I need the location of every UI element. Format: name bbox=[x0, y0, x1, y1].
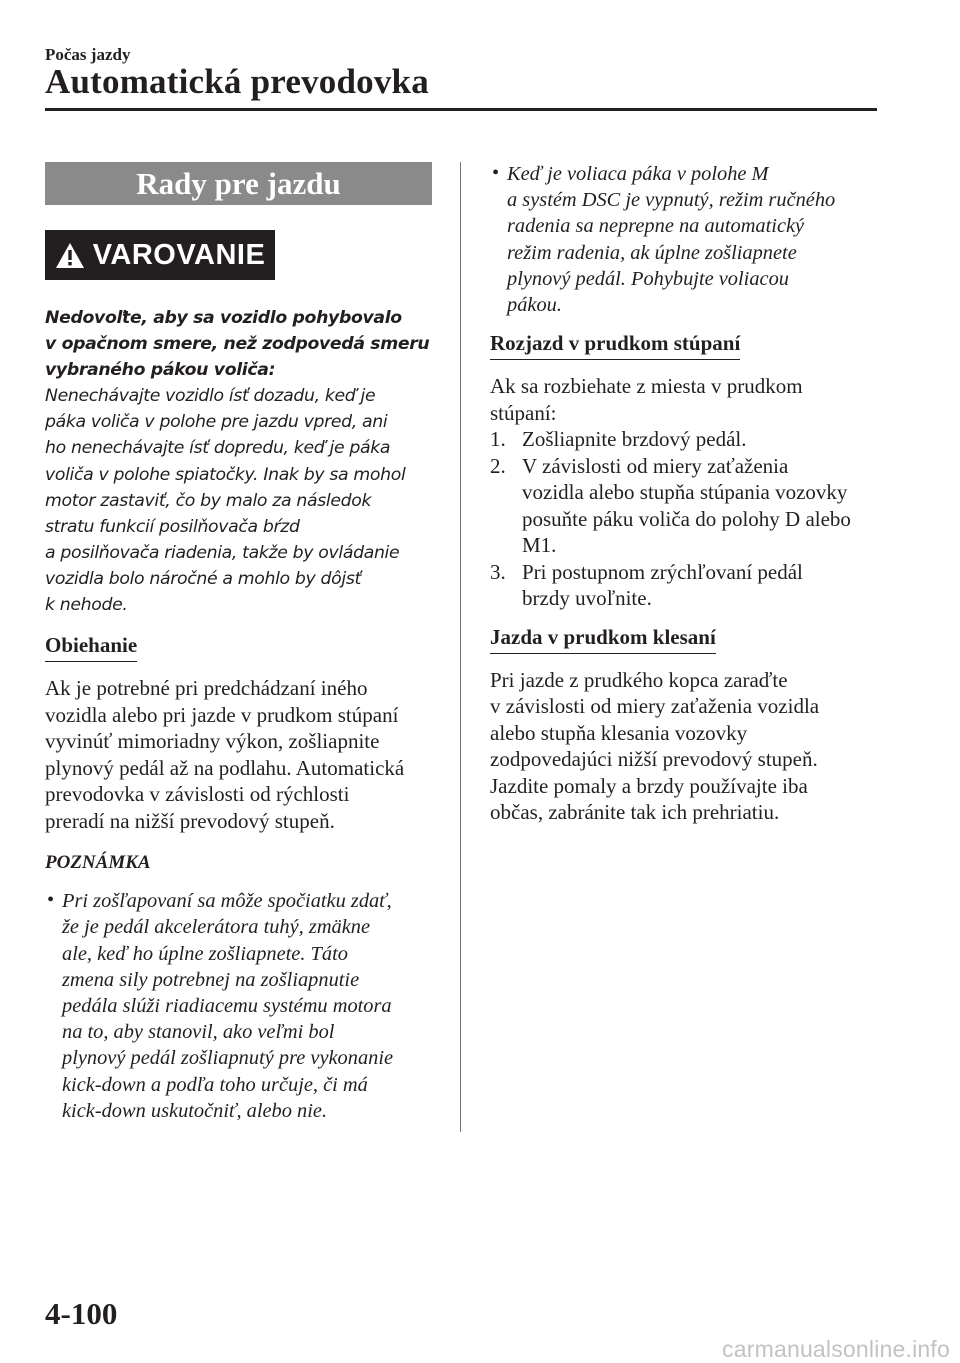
warning-body bbox=[45, 383, 437, 618]
text-line: Ak je potrebné pri predchádzaní iného bbox=[45, 676, 368, 701]
text-line: motor zastaviť, čo by malo za následok bbox=[45, 490, 372, 511]
note-bullet bbox=[45, 888, 437, 1124]
text-line: Pri jazde z prudkého kopca zaraďte bbox=[490, 667, 788, 692]
text-line: plynový pedál zošliapnutý pre vykonanie bbox=[62, 1047, 394, 1070]
step-number: 3. bbox=[490, 559, 506, 584]
text-line: Pri postupnom zrýchľovaní pedál bbox=[522, 559, 803, 584]
text-line: a systém DSC je vypnutý, režim ručného bbox=[507, 189, 836, 212]
text-line: Jazdite pomaly a brzdy používajte iba bbox=[490, 773, 808, 798]
text-line: pákou. bbox=[507, 294, 562, 317]
text-line: Nenechávajte vozidlo ísť dozadu, keď je bbox=[45, 386, 376, 407]
uphill-steps bbox=[490, 426, 890, 612]
topic-title: Rady pre jazdu bbox=[45, 162, 432, 205]
bullet-dot: • bbox=[47, 889, 55, 912]
text-line: V závislosti od miery zaťaženia bbox=[522, 453, 789, 478]
text-line: vozidla alebo stupňa stúpania vozovky bbox=[522, 480, 848, 505]
text-line: ho nenechávajte ísť dopredu, keď je páka bbox=[45, 438, 391, 459]
text-line: stratu funkcií posilňovača bŕzd bbox=[45, 516, 300, 537]
text-line: vozidla alebo pri jazde v prudkom stúpaní bbox=[45, 702, 399, 727]
warning-heading bbox=[45, 305, 437, 383]
header-rule bbox=[45, 108, 877, 111]
text-line: Zošliapnite brzdový pedál. bbox=[522, 427, 747, 452]
text-line: vybraného pákou voliča: bbox=[45, 360, 276, 381]
text-line: brzdy uvoľnite. bbox=[522, 586, 652, 611]
text-line: plynový pedál. Pohybujte voliacou bbox=[507, 267, 789, 290]
left-column bbox=[45, 162, 437, 1124]
column-divider bbox=[460, 162, 461, 1132]
text-line: alebo stupňa klesania vozovky bbox=[490, 720, 748, 745]
warning-text bbox=[45, 305, 437, 618]
text-line: na to, aby stanovil, ako veľmi bol bbox=[62, 1021, 335, 1044]
text-line: radenia sa neprepne na automatický bbox=[507, 215, 805, 238]
list-item bbox=[490, 453, 890, 559]
text-line: k nehode. bbox=[45, 595, 128, 616]
uphill-heading: Rozjazd v prudkom stúpaní bbox=[490, 330, 740, 360]
text-line: páka voliča v polohe pre jazdu vpred, ani bbox=[45, 412, 388, 433]
text-line: Ak sa rozbiehate z miesta v prudkom bbox=[490, 374, 803, 399]
text-line: kick-down a podľa toho určuje, či má bbox=[62, 1073, 368, 1096]
text-line: ale, keď ho úplne zošliapnete. Táto bbox=[62, 942, 348, 965]
list-item bbox=[490, 559, 890, 612]
uphill-intro bbox=[490, 373, 890, 426]
overtaking-paragraph bbox=[45, 675, 437, 834]
downhill-heading: Jazda v prudkom klesaní bbox=[490, 624, 716, 654]
warning-label: VAROVANIE bbox=[92, 238, 266, 271]
text-line: občas, zabránite tak ich prehriatiu. bbox=[490, 800, 780, 825]
text-line: voliča v polohe spiatočky. Inak by sa mohol bbox=[45, 464, 406, 485]
text-line: zodpovedajúci nižší prevodový stupeň. bbox=[490, 747, 818, 772]
downhill-paragraph bbox=[490, 667, 890, 826]
chapter-title: Automatická prevodovka bbox=[45, 62, 429, 101]
note-bullet-continued bbox=[490, 161, 890, 318]
section-label: Počas jazdy bbox=[45, 45, 131, 64]
right-column bbox=[490, 162, 890, 826]
text-line: preradí na nižší prevodový stupeň. bbox=[45, 808, 335, 833]
text-line: vyvinúť mimoriadny výkon, zošliapnite bbox=[45, 729, 380, 754]
bullet-dot: • bbox=[492, 162, 500, 184]
text-line: vozidla bolo náročné a mohlo by dôjsť bbox=[45, 568, 361, 589]
text-line: Nedovoľte, aby sa vozidlo pohybovalo bbox=[45, 308, 402, 328]
warning-badge bbox=[45, 230, 275, 280]
text-line: plynový pedál až na podlahu. Automatická bbox=[45, 755, 405, 780]
text-line: Pri zošľapovaní sa môže spočiatku zdať, bbox=[62, 890, 392, 913]
overtaking-heading: Obiehanie bbox=[45, 632, 137, 662]
page-number: 4-100 bbox=[45, 1296, 118, 1331]
watermark-text: carmanualsonline.info bbox=[722, 1336, 950, 1362]
text-line: zmena sily potrebnej na zošliapnutie bbox=[62, 968, 360, 991]
text-line: posuňte páku voliča do polohy D alebo bbox=[522, 506, 851, 531]
list-item bbox=[490, 426, 890, 453]
text-line: v závislosti od miery zaťaženia vozidla bbox=[490, 694, 820, 719]
text-line: M1. bbox=[522, 533, 557, 558]
step-number: 1. bbox=[490, 427, 506, 452]
note-label: POZNÁMKA bbox=[45, 852, 151, 874]
text-line: stúpaní: bbox=[490, 400, 557, 425]
text-line: Keď je voliaca páka v polohe M bbox=[507, 163, 769, 185]
text-line: v opačnom smere, než zodpovedá smeru bbox=[45, 334, 430, 355]
step-number: 2. bbox=[490, 453, 506, 478]
text-line: kick-down uskutočniť, alebo nie. bbox=[62, 1099, 328, 1122]
text-line: že je pedál akcelerátora tuhý, zmäkne bbox=[62, 916, 371, 939]
text-line: prevodovka v závislosti od rýchlosti bbox=[45, 782, 350, 807]
text-line: režim radenia, ak úplne zošliapnete bbox=[507, 241, 797, 264]
warning-triangle-icon bbox=[55, 242, 85, 269]
text-line: pedála slúži riadiacemu systému motora bbox=[62, 994, 392, 1017]
text-line: a posilňovača riadenia, takže by ovládanie bbox=[45, 542, 400, 563]
